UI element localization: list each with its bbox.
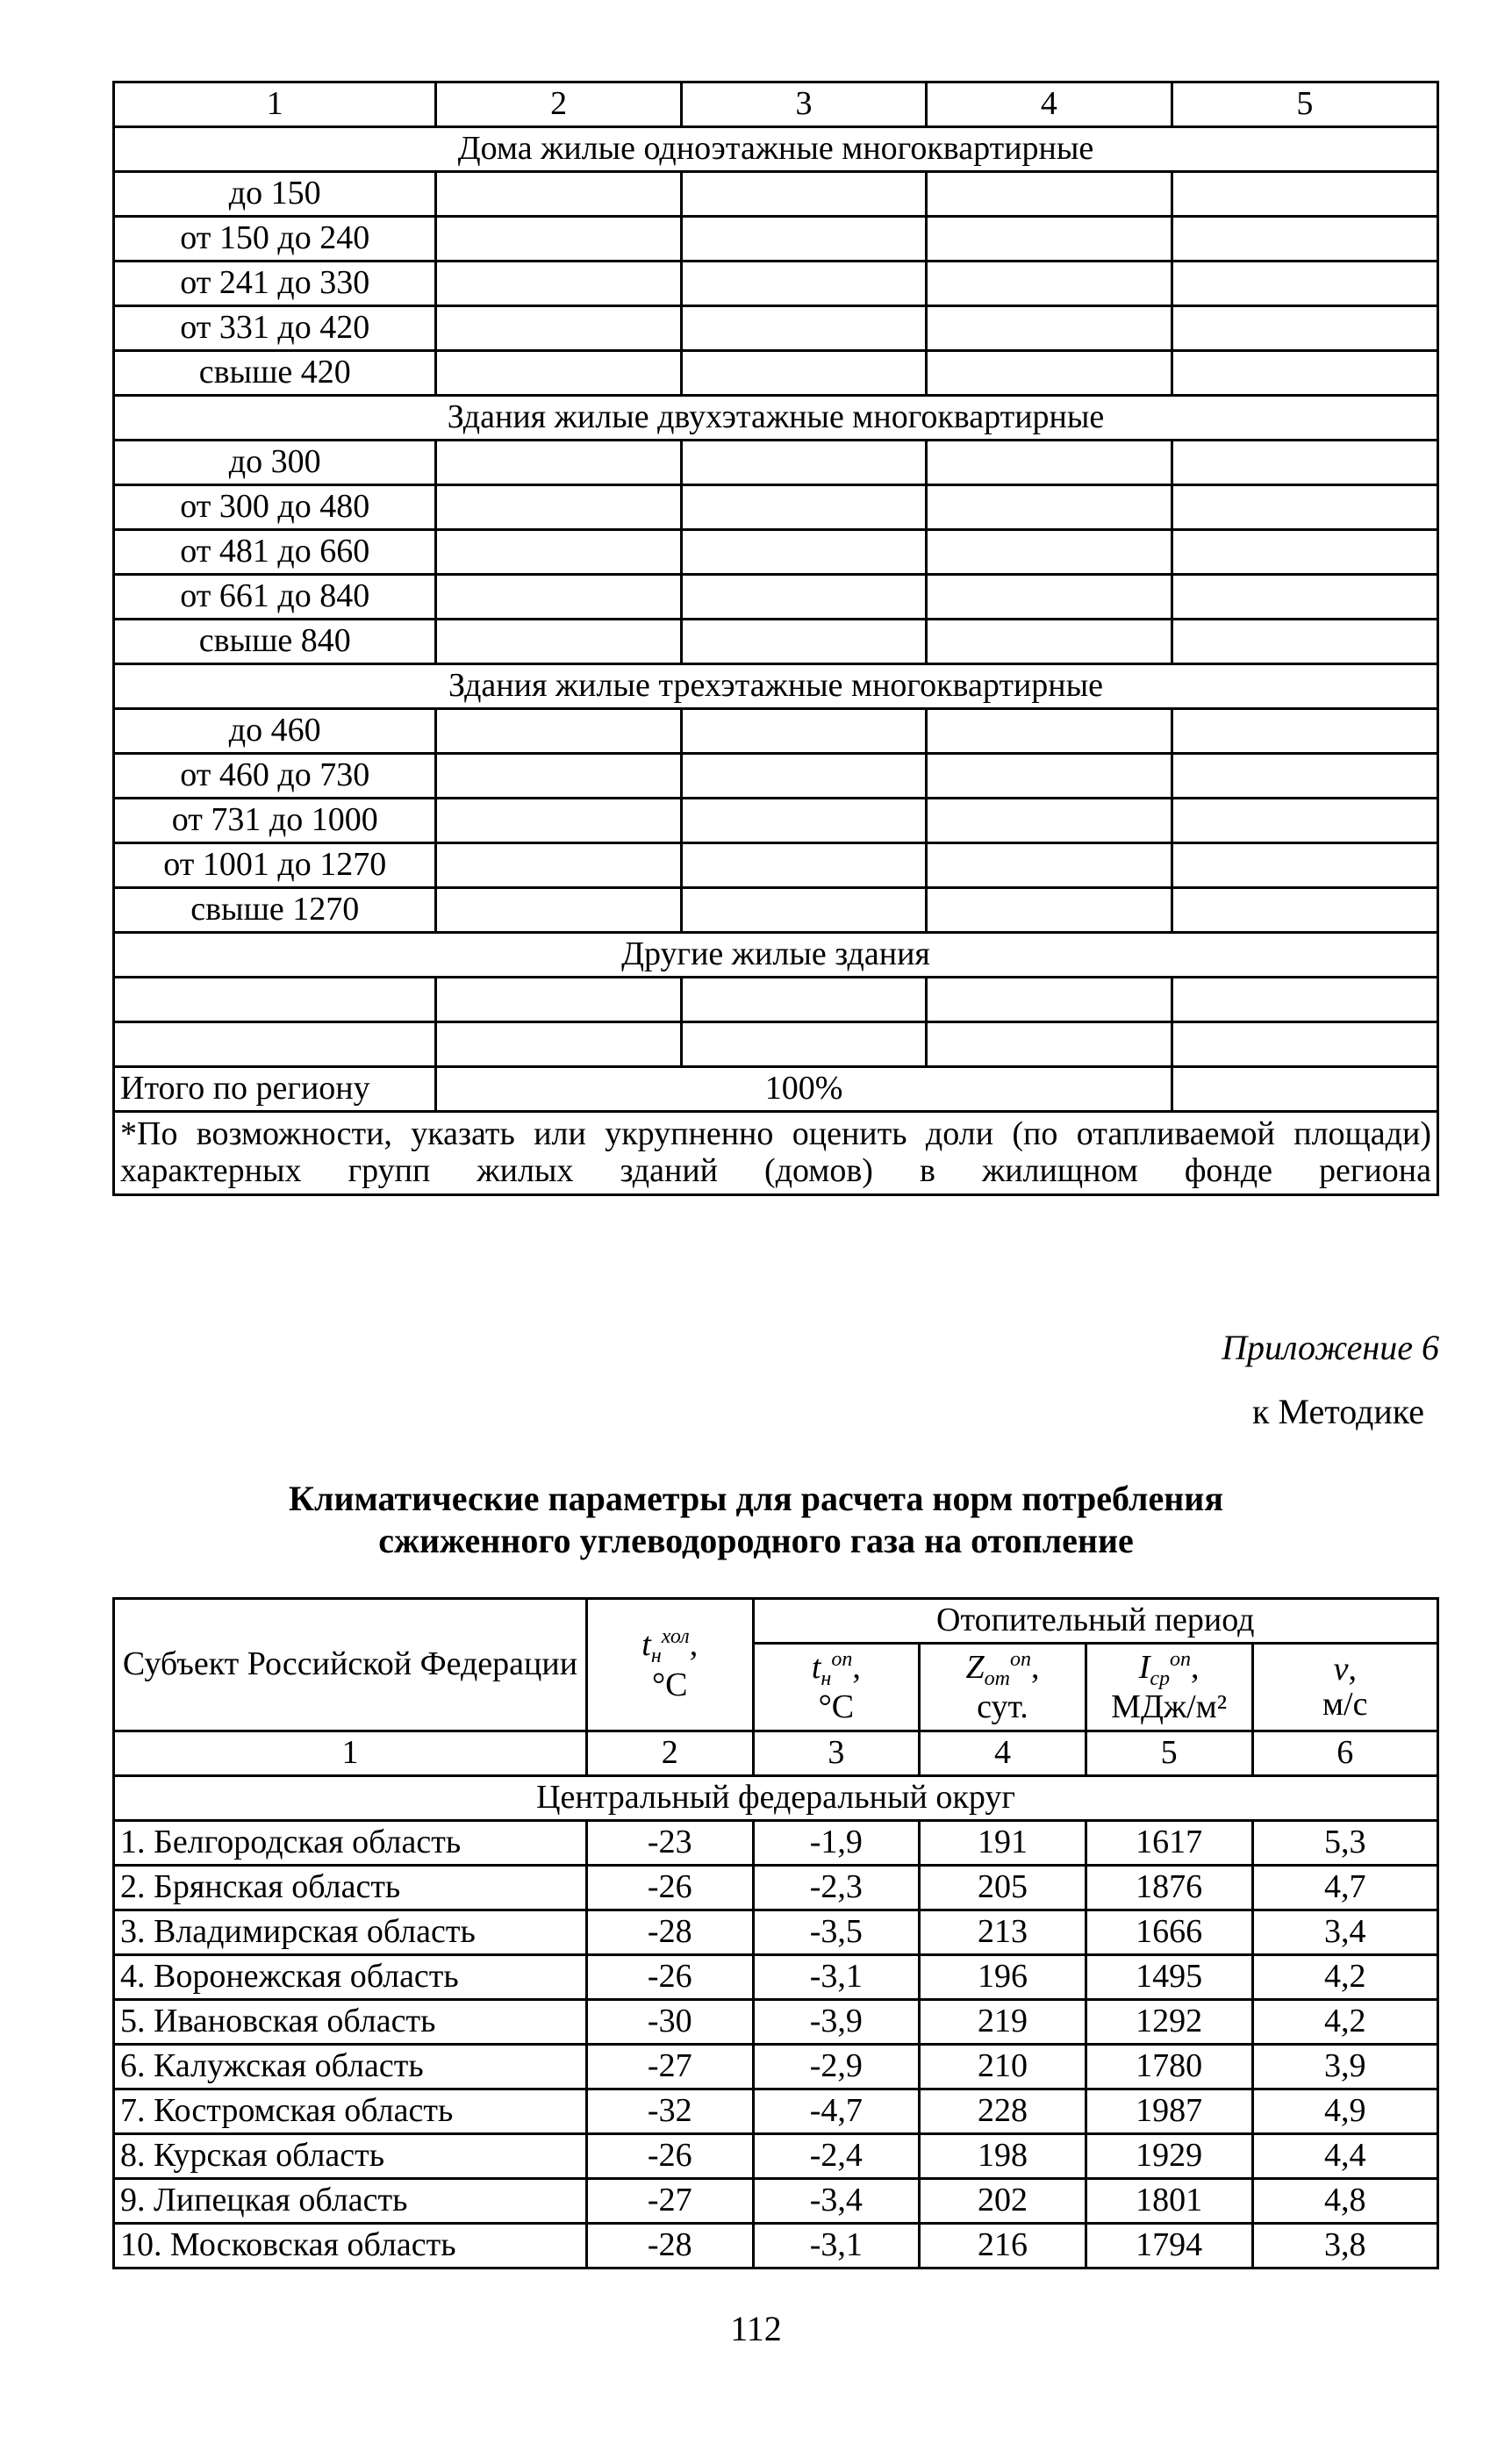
value-cell: 198: [920, 2134, 1086, 2179]
value-cell: 205: [920, 1866, 1086, 1910]
value-cell: 4,2: [1252, 1955, 1438, 2000]
empty-cell: [681, 575, 926, 620]
table-row: [114, 1955, 1438, 2000]
value-cell: 4,4: [1252, 2134, 1438, 2179]
col3-unit: °С: [818, 1688, 855, 1726]
empty-cell: [927, 799, 1172, 843]
col6-unit: м/с: [1322, 1685, 1368, 1723]
empty-cell: [927, 530, 1172, 575]
region-name-cell: 1. Белгородская область: [114, 1821, 587, 1866]
table-row: [114, 1022, 1438, 1067]
area-range-cell: до 460: [114, 709, 436, 754]
col5-sub: ср: [1150, 1666, 1171, 1690]
col6-symbol: v: [1333, 1650, 1349, 1688]
footnote: *По возможности, указать или укрупненно оценить доли (по отапливаемой площади) характерных групп жилых зданий (домов) в жилищном фонде региона: [114, 1112, 1438, 1195]
value-cell: 1292: [1086, 2000, 1252, 2045]
empty-cell: [927, 978, 1172, 1022]
empty-cell: [1172, 441, 1437, 485]
region-name-cell: 7. Костромская область: [114, 2089, 587, 2134]
col3-sup: оп: [831, 1647, 853, 1671]
empty-cell: [436, 888, 681, 933]
value-cell: -3,9: [753, 2000, 920, 2045]
total-label: Итого по региону: [114, 1067, 436, 1112]
area-range-cell: свыше 1270: [114, 888, 436, 933]
total-row: [114, 1067, 1438, 1112]
value-cell: -26: [586, 1866, 753, 1910]
empty-cell: [681, 799, 926, 843]
empty-cell: [436, 217, 681, 262]
value-cell: 1617: [1086, 1821, 1252, 1866]
empty-cell: [436, 709, 681, 754]
table-row: [114, 1866, 1438, 1910]
area-range-cell: от 661 до 840: [114, 575, 436, 620]
value-cell: -28: [586, 1910, 753, 1955]
t2-num-4: 4: [920, 1731, 1086, 1776]
value-cell: 216: [920, 2224, 1086, 2268]
empty-cell: [1172, 306, 1437, 351]
empty-cell: [436, 978, 681, 1022]
table-row: [114, 2000, 1438, 2045]
col4-sup: оп: [1009, 1647, 1031, 1671]
group-title-row: [114, 396, 1438, 441]
area-range-cell: от 731 до 1000: [114, 799, 436, 843]
table-row: [114, 306, 1438, 351]
group-title: Здания жилые трехэтажные многоквартирные: [114, 664, 1438, 709]
value-cell: -32: [586, 2089, 753, 2134]
table-row: [114, 2179, 1438, 2224]
region-name-cell: 9. Липецкая область: [114, 2179, 587, 2224]
col-duration-header: $Z_{от}^{оп}$, сут.: [920, 1644, 1086, 1731]
value-cell: -26: [586, 1955, 753, 2000]
value-cell: -27: [586, 2179, 753, 2224]
area-range-cell: свыше 840: [114, 620, 436, 664]
area-range-cell: от 1001 до 1270: [114, 843, 436, 888]
col2-sub: н: [650, 1645, 662, 1668]
empty-cell: [927, 620, 1172, 664]
table-row: [114, 620, 1438, 664]
value-cell: 4,8: [1252, 2179, 1438, 2224]
district-name: Центральный федеральный округ: [114, 1776, 1438, 1821]
empty-cell: [436, 799, 681, 843]
table-row: [114, 1821, 1438, 1866]
empty-cell: [436, 172, 681, 217]
value-cell: 196: [920, 1955, 1086, 2000]
region-name-cell: 4. Воронежская область: [114, 1955, 587, 2000]
col5-symbol: I: [1138, 1648, 1150, 1686]
col-subject-header: Субъект Российской Федерации: [114, 1599, 587, 1731]
table-row: [114, 262, 1438, 306]
value-cell: 1666: [1086, 1910, 1252, 1955]
value-cell: 1876: [1086, 1866, 1252, 1910]
housing-share-table: [112, 81, 1439, 1196]
empty-cell: [681, 754, 926, 799]
area-range-cell: от 331 до 420: [114, 306, 436, 351]
t1-col-5: 5: [1172, 82, 1437, 127]
group-title-row: [114, 664, 1438, 709]
empty-cell: [1172, 888, 1437, 933]
empty-cell: [436, 441, 681, 485]
empty-cell: [1172, 351, 1437, 396]
empty-cell: [681, 172, 926, 217]
value-cell: -4,7: [753, 2089, 920, 2134]
col4-symbol: Z: [965, 1648, 985, 1686]
table1-header-row: [114, 82, 1438, 127]
col2-symbol: t: [641, 1626, 651, 1664]
table-row: [114, 754, 1438, 799]
region-name-cell: 10. Московская область: [114, 2224, 587, 2268]
empty-cell: [927, 262, 1172, 306]
empty-cell: [1172, 217, 1437, 262]
value-cell: -3,5: [753, 1910, 920, 1955]
table-row: [114, 799, 1438, 843]
empty-cell: [681, 709, 926, 754]
value-cell: -2,9: [753, 2045, 920, 2089]
empty-cell: [436, 351, 681, 396]
empty-cell: [927, 172, 1172, 217]
t2-number-row: [114, 1731, 1438, 1776]
value-cell: 1794: [1086, 2224, 1252, 2268]
empty-cell: [436, 485, 681, 530]
table-row: [114, 485, 1438, 530]
value-cell: -2,4: [753, 2134, 920, 2179]
empty-cell: [1172, 843, 1437, 888]
value-cell: 3,4: [1252, 1910, 1438, 1955]
col5-sup: оп: [1170, 1647, 1192, 1671]
empty-cell: [927, 575, 1172, 620]
t2-num-2: 2: [586, 1731, 753, 1776]
value-cell: 210: [920, 2045, 1086, 2089]
area-range-cell: от 481 до 660: [114, 530, 436, 575]
table-row: [114, 2045, 1438, 2089]
table-row: [114, 843, 1438, 888]
value-cell: -28: [586, 2224, 753, 2268]
value-cell: 1801: [1086, 2179, 1252, 2224]
empty-cell: [1172, 485, 1437, 530]
empty-cell: [436, 620, 681, 664]
table-row: [114, 217, 1438, 262]
group-title: Другие жилые здания: [114, 933, 1438, 978]
empty-cell: [436, 1022, 681, 1067]
climate-parameters-table: [112, 1597, 1439, 2269]
empty-cell: [681, 441, 926, 485]
table-row: [114, 530, 1438, 575]
region-name-cell: 8. Курская область: [114, 2134, 587, 2179]
table-row: [114, 888, 1438, 933]
area-range-cell: от 241 до 330: [114, 262, 436, 306]
table-row: [114, 2089, 1438, 2134]
table-row: [114, 2224, 1438, 2268]
value-cell: 3,8: [1252, 2224, 1438, 2268]
region-name-cell: 2. Брянская область: [114, 1866, 587, 1910]
t2-header-row1: [114, 1599, 1438, 1644]
col-wind-header: v, м/с: [1252, 1644, 1438, 1731]
empty-cell: [927, 754, 1172, 799]
appendix-title: Приложение 6: [1222, 1328, 1439, 1367]
col4-sub: от: [984, 1666, 1010, 1690]
t2-num-1: 1: [114, 1731, 587, 1776]
empty-cell: [927, 217, 1172, 262]
value-cell: -2,3: [753, 1866, 920, 1910]
empty-cell: [681, 620, 926, 664]
group-title-row: [114, 127, 1438, 172]
area-range-cell: до 300: [114, 441, 436, 485]
empty-cell: [1172, 799, 1437, 843]
empty-cell: [927, 888, 1172, 933]
empty-cell: [1172, 530, 1437, 575]
empty-cell: [1172, 262, 1437, 306]
empty-cell: [1172, 1022, 1437, 1067]
value-cell: 213: [920, 1910, 1086, 1955]
area-range-cell: от 300 до 480: [114, 485, 436, 530]
region-name-cell: 5. Ивановская область: [114, 2000, 587, 2045]
value-cell: 4,2: [1252, 2000, 1438, 2045]
region-name-cell: 6. Калужская область: [114, 2045, 587, 2089]
col-heating-temp-header: $t_н^{оп}$, °С: [753, 1644, 920, 1731]
empty-cell: [1172, 709, 1437, 754]
table-caption-line2: сжиженного углеводородного газа на отопление: [378, 1521, 1134, 1560]
value-cell: -3,4: [753, 2179, 920, 2224]
value-cell: 228: [920, 2089, 1086, 2134]
empty-cell: [927, 1022, 1172, 1067]
table-row: [114, 351, 1438, 396]
empty-cell: [436, 306, 681, 351]
value-cell: -1,9: [753, 1821, 920, 1866]
value-cell: 4,9: [1252, 2089, 1438, 2134]
empty-cell: [681, 843, 926, 888]
value-cell: 5,3: [1252, 1821, 1438, 1866]
value-cell: -30: [586, 2000, 753, 2045]
empty-cell: [436, 843, 681, 888]
table-row: [114, 978, 1438, 1022]
value-cell: 1780: [1086, 2045, 1252, 2089]
empty-cell: [436, 754, 681, 799]
table-row: [114, 1910, 1438, 1955]
col4-unit: сут.: [977, 1688, 1028, 1726]
total-value: 100%: [436, 1067, 1172, 1112]
value-cell: -3,1: [753, 2224, 920, 2268]
value-cell: 1929: [1086, 2134, 1252, 2179]
empty-cell: [927, 306, 1172, 351]
col5-unit: МДж/м²: [1111, 1688, 1228, 1726]
area-range-cell: до 150: [114, 172, 436, 217]
value-cell: 219: [920, 2000, 1086, 2045]
table-row: [114, 172, 1438, 217]
value-cell: 4,7: [1252, 1866, 1438, 1910]
table-row: [114, 575, 1438, 620]
col3-sub: н: [820, 1666, 832, 1690]
empty-cell: [436, 530, 681, 575]
area-range-cell: от 460 до 730: [114, 754, 436, 799]
col-cold-temp-header: $t_н^{хол}$, °С: [586, 1599, 753, 1731]
empty-cell: [681, 262, 926, 306]
empty-cell: [681, 351, 926, 396]
value-cell: 202: [920, 2179, 1086, 2224]
t2-num-3: 3: [753, 1731, 920, 1776]
t1-col-2: 2: [436, 82, 681, 127]
col3-symbol: t: [811, 1648, 821, 1686]
empty-cell: [681, 485, 926, 530]
value-cell: 3,9: [1252, 2045, 1438, 2089]
table-row: [114, 2134, 1438, 2179]
empty-cell: [436, 575, 681, 620]
group-title: Дома жилые одноэтажные многоквартирные: [114, 127, 1438, 172]
value-cell: -3,1: [753, 1955, 920, 2000]
col2-unit: °С: [651, 1666, 688, 1703]
empty-cell: [1172, 1067, 1437, 1112]
empty-cell: [681, 1022, 926, 1067]
empty-cell: [681, 217, 926, 262]
empty-cell: [927, 485, 1172, 530]
col-radiation-header: $I_{ср}^{оп}$, МДж/м²: [1086, 1644, 1252, 1731]
group-title: Здания жилые двухэтажные многоквартирные: [114, 396, 1438, 441]
heating-period-header: Отопительный период: [753, 1599, 1437, 1644]
empty-cell: [927, 843, 1172, 888]
area-range-cell: от 150 до 240: [114, 217, 436, 262]
col2-sup: хол: [661, 1625, 690, 1649]
empty-cell: [681, 530, 926, 575]
empty-cell: [1172, 575, 1437, 620]
t1-col-3: 3: [681, 82, 926, 127]
appendix-subtitle: к Методике: [1252, 1392, 1424, 1431]
value-cell: 1987: [1086, 2089, 1252, 2134]
page-number: 112: [730, 2309, 782, 2348]
area-range-cell: свыше 420: [114, 351, 436, 396]
t1-col-1: 1: [114, 82, 436, 127]
table-caption-line1: Климатические параметры для расчета норм потребления: [289, 1479, 1223, 1518]
empty-cell: [1172, 754, 1437, 799]
note-row: [114, 1112, 1438, 1195]
table-row: [114, 709, 1438, 754]
empty-cell: [927, 441, 1172, 485]
empty-cell: [927, 709, 1172, 754]
area-range-cell: [114, 1022, 436, 1067]
empty-cell: [681, 978, 926, 1022]
value-cell: -23: [586, 1821, 753, 1866]
empty-cell: [927, 351, 1172, 396]
empty-cell: [681, 888, 926, 933]
value-cell: 1495: [1086, 1955, 1252, 2000]
value-cell: -27: [586, 2045, 753, 2089]
t2-num-5: 5: [1086, 1731, 1252, 1776]
empty-cell: [1172, 620, 1437, 664]
t2-num-6: 6: [1252, 1731, 1438, 1776]
group-title-row: [114, 933, 1438, 978]
area-range-cell: [114, 978, 436, 1022]
region-name-cell: 3. Владимирская область: [114, 1910, 587, 1955]
value-cell: 191: [920, 1821, 1086, 1866]
value-cell: -26: [586, 2134, 753, 2179]
empty-cell: [436, 262, 681, 306]
t2-district-row: [114, 1776, 1438, 1821]
table-row: [114, 441, 1438, 485]
empty-cell: [1172, 172, 1437, 217]
empty-cell: [681, 306, 926, 351]
t1-col-4: 4: [927, 82, 1172, 127]
empty-cell: [1172, 978, 1437, 1022]
